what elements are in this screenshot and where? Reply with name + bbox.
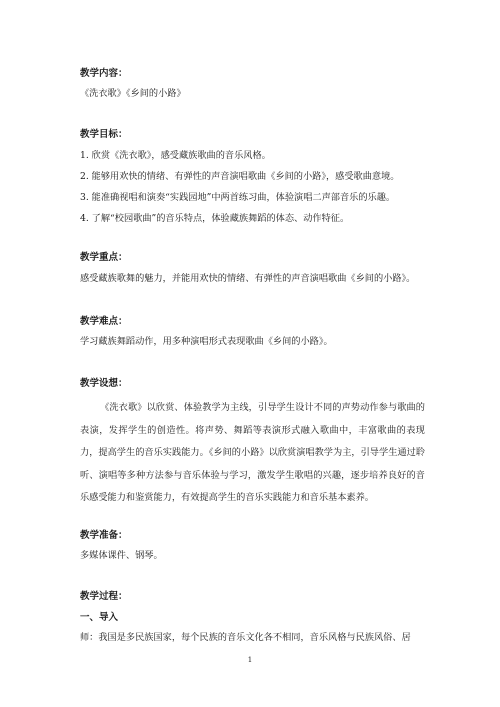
content-text: 《洗衣歌》《乡间的小路》 [80, 88, 186, 99]
key-points-text: 感受藏族歌舞的魅力，并能用欢快的情绪、有弹性的声音演唱歌曲《乡间的小路》。 [80, 273, 416, 284]
difficulties-heading: 教学难点： [80, 316, 128, 327]
objective-item-3: 3. 能准确视唱和演奏“实践园地”中两首练习曲，体验演唱二声部音乐的乐趣。 [80, 192, 396, 203]
objectives-heading: 教学目标： [80, 129, 128, 140]
preparation-text: 多媒体课件、钢琴。 [80, 550, 163, 561]
content-heading: 教学内容： [80, 68, 128, 79]
design-heading: 教学设想： [80, 378, 128, 389]
process-section-1: 一、导入 [80, 612, 119, 623]
design-paragraph [80, 397, 425, 510]
preparation-heading: 教学准备： [80, 530, 128, 541]
key-points-heading: 教学重点： [80, 252, 128, 263]
objective-item-4: 4. 了解“校园歌曲”的音乐特点，体验藏族舞蹈的体态、动作特征。 [80, 213, 350, 224]
process-heading: 教学过程： [80, 591, 128, 602]
objective-item-1: 1. 欣赏《洗衣歌》，感受藏族歌曲的音乐风格。 [80, 150, 271, 161]
difficulties-text: 学习藏族舞蹈动作，用多种演唱形式表现歌曲《乡间的小路》。 [80, 336, 333, 347]
page-number: 1 [247, 656, 253, 664]
design-text: 《洗衣歌》以欣赏、体验教学为主线，引导学生设计不同的声势动作参与歌曲的表演，发挥学生的创造性。将声势、舞蹈等表演形式融入歌曲中，丰富歌曲的表现力，提高学生的音乐实践能力。《乡间的小路》以欣赏演唱教学为主，引导学生通过聆听、演唱等多种方法参与音乐体验与学习，激发学生歌唱的兴趣，逐步培养良好的音乐感受能力和鉴赏能力，有效提高学生的音乐实践能力和音乐基本素养。 [80, 402, 425, 503]
process-line-1: 师：我国是多民族国家，每个民族的音乐文化各不相同，音乐风格与民族风俗、居 [80, 632, 411, 643]
objective-item-2: 2. 能够用欢快的情绪、有弹性的声音演唱歌曲《乡间的小路》，感受歌曲意境。 [80, 171, 400, 182]
